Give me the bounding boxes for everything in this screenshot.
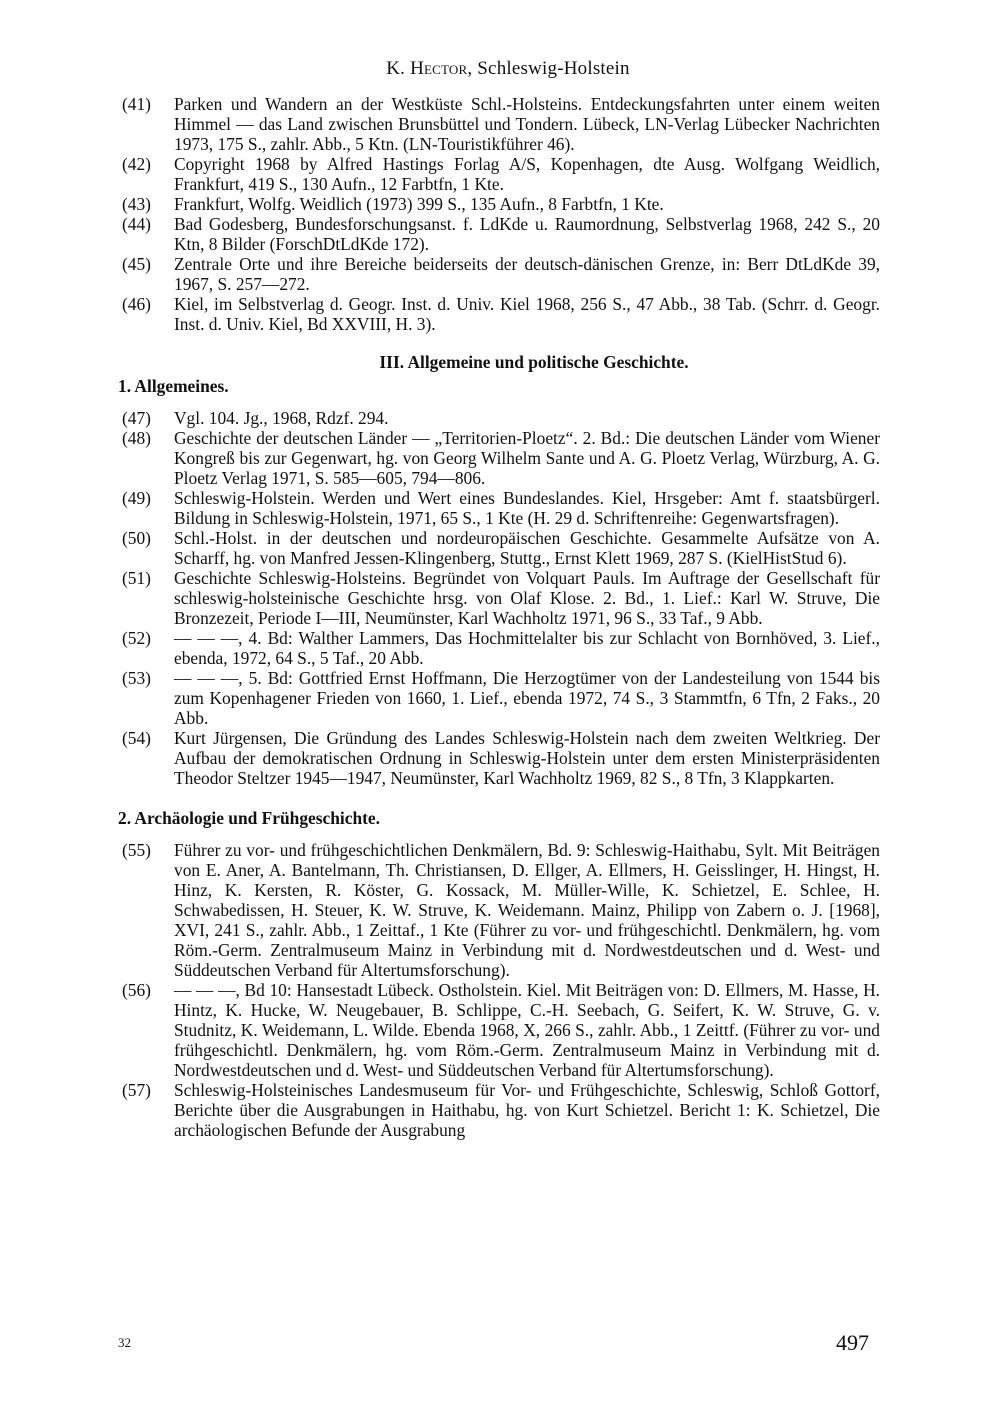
entry-text: Kiel, im Selbstverlag d. Geogr. Inst. d. Univ. Kiel 1968, 256 S., 47 Abb., 38 Tab. (Schrr. d. Geogr. Inst. d. Univ. Kiel, Bd XXVIII, H. 3). bbox=[174, 294, 880, 334]
entry-number: (54) bbox=[122, 728, 151, 748]
entry-text: Führer zu vor- und frühgeschichtlichen Denkmälern, Bd. 9: Schleswig-Haithabu, Sylt. Mit Beiträgen von E. Aner, A. Bantelmann, Th. Christiansen, D. Ellger, A. Ellmers, H. Geisslinger, H. Hingst, H. Hinz, K. Kersten, R. Köster, G. Kossack, M. Müller-Wille, K. Schietzel, E. Schlee, H. Schwabedissen, H. Steuer, K. W. Struve, K. Weidemann. Mainz, Philipp von Zabern o. J. [1968], XVI, 241 S., zahlr. Abb., 1 Zeittaf., 1 Kte (Führer zu vor- und frühgeschichtl. Denkmälern, hg. vom Röm.-Germ. Zentralmuseum Mainz in Verbindung mit d. Nordwestdeutschen und d. West- und Süddeutschen Verband für Altertumsforschung). bbox=[174, 840, 880, 980]
entry-text: Schl.-Holst. in der deutschen und nordeuropäischen Geschichte. Gesammelte Aufsätze von A. Scharff, hg. von Manfred Jessen-Klingenberg, Stuttg., Ernst Klett 1969, 287 S. (KielHistStud 6). bbox=[174, 528, 880, 568]
bibliography-entry bbox=[118, 728, 880, 788]
document-page bbox=[118, 58, 880, 1398]
bibliography-entry bbox=[118, 194, 880, 214]
bibliography-entry bbox=[118, 214, 880, 254]
entry-text: — — —, 5. Bd: Gottfried Ernst Hoffmann, Die Herzogtümer von der Landesteilung von 1544 bis zum Kopenhagener Frieden von 1660, 1. Lief., ebenda 1972, 74 S., 3 Stammtfn, 6 Tfn, 2 Faks., 20 Abb. bbox=[174, 668, 880, 728]
bibliography-entry bbox=[118, 488, 880, 528]
entry-text: Schleswig-Holstein. Werden und Wert eines Bundeslandes. Kiel, Hrsgeber: Amt f. staatsbürgerl. Bildung in Schleswig-Holstein, 1971, 65 S., 1 Kte (H. 29 d. Schriftenreihe: Gegenwartsfragen). bbox=[174, 488, 880, 528]
bibliography-entry bbox=[118, 254, 880, 294]
entry-number: (45) bbox=[122, 254, 151, 274]
entry-number: (46) bbox=[122, 294, 151, 314]
bibliography-entry bbox=[118, 428, 880, 488]
bibliography-entry bbox=[118, 668, 880, 728]
bibliography-entry bbox=[118, 1080, 880, 1140]
printer-signature: 32 bbox=[118, 1335, 131, 1350]
subsection-heading-archaeologie: 2. Archäologie und Frühgeschichte. bbox=[118, 808, 380, 828]
page-number: 497 bbox=[836, 1330, 869, 1355]
subsection-heading-allgemeines: 1. Allgemeines. bbox=[118, 376, 229, 396]
entry-number: (47) bbox=[122, 408, 151, 428]
running-head-author: K. Hector, bbox=[386, 58, 473, 79]
bibliography-entry bbox=[118, 980, 880, 1080]
entry-number: (42) bbox=[122, 154, 151, 174]
entry-number: (48) bbox=[122, 428, 151, 448]
entry-text: — — —, Bd 10: Hansestadt Lübeck. Ostholstein. Kiel. Mit Beiträgen von: D. Ellmers, M. Hasse, H. Hintz, K. Hucke, W. Neugebauer, B. Schlippe, C.-H. Seebach, G. Seifert, K. W. Struve, G. v. Studnitz, K. Weidemann, L. Wilde. Ebenda 1968, X, 266 S., zahlr. Abb., 1 Zeittf. (Führer zu vor- und frühgeschichtl. Denkmälern, hg. vom Röm.-Germ. Zentralmuseum Mainz in Verbindung mit d. Nordwestdeutschen und d. West- und Süddeutschen Verband für Altertumsforschung). bbox=[174, 980, 880, 1080]
section-title: III. Allgemeine und politische Geschichte. bbox=[379, 352, 689, 372]
entry-number: (52) bbox=[122, 628, 151, 648]
entries-block-c bbox=[118, 840, 880, 1140]
entry-text: Schleswig-Holsteinisches Landesmuseum für Vor- und Frühgeschichte, Schleswig, Schloß Gottorf, Berichte über die Ausgrabungen in Haithabu, hg. von Kurt Schietzel. Bericht 1: K. Schietzel, Die archäologischen Befunde der Ausgrabung bbox=[174, 1080, 880, 1140]
entry-number: (43) bbox=[122, 194, 151, 214]
entry-number: (49) bbox=[122, 488, 151, 508]
entry-number: (44) bbox=[122, 214, 151, 234]
entries-block-a bbox=[118, 94, 880, 334]
entry-number: (57) bbox=[122, 1080, 151, 1100]
entry-number: (53) bbox=[122, 668, 151, 688]
bibliography-entry bbox=[118, 408, 880, 428]
bibliography-entry bbox=[118, 568, 880, 628]
entry-number: (41) bbox=[122, 94, 151, 114]
entries-block-b bbox=[118, 408, 880, 788]
bibliography-entry bbox=[118, 528, 880, 568]
running-head bbox=[136, 58, 880, 80]
entry-number: (51) bbox=[122, 568, 151, 588]
entry-text: Parken und Wandern an der Westküste Schl.-Holsteins. Entdeckungsfahrten unter einem weiten Himmel — das Land zwischen Brunsbüttel und Tondern. Lübeck, LN-Verlag Lübecker Nachrichten 1973, 175 S., zahlr. Abb., 5 Ktn. (LN-Touristikführer 46). bbox=[174, 94, 880, 154]
entry-text: Zentrale Orte und ihre Bereiche beiderseits der deutsch-dänischen Grenze, in: Berr DtLdKde 39, 1967, S. 257—272. bbox=[174, 254, 880, 294]
running-head-title: Schleswig-Holstein bbox=[472, 58, 630, 79]
entry-text: Copyright 1968 by Alfred Hastings Forlag A/S, Kopenhagen, dte Ausg. Wolfgang Weidlich, Frankfurt, 419 S., 130 Aufn., 12 Farbtfn, 1 Kte. bbox=[174, 154, 880, 194]
bibliography-entry bbox=[118, 294, 880, 334]
bibliography-entry bbox=[118, 94, 880, 154]
entry-number: (55) bbox=[122, 840, 151, 860]
entry-text: Vgl. 104. Jg., 1968, Rdzf. 294. bbox=[174, 408, 389, 428]
entry-text: — — —, 4. Bd: Walther Lammers, Das Hochmittelalter bis zur Schlacht von Bornhöved, 3. Lief., ebenda, 1972, 64 S., 5 Taf., 20 Abb. bbox=[174, 628, 880, 668]
bibliography-entry bbox=[118, 628, 880, 668]
entry-text: Frankfurt, Wolfg. Weidlich (1973) 399 S., 135 Aufn., 8 Farbtfn, 1 Kte. bbox=[174, 194, 664, 214]
entry-number: (56) bbox=[122, 980, 151, 1000]
bibliography-entry bbox=[118, 154, 880, 194]
bibliography-entry bbox=[118, 840, 880, 980]
entry-text: Bad Godesberg, Bundesforschungsanst. f. LdKde u. Raumordnung, Selbstverlag 1968, 242 S., 20 Ktn, 8 Bilder (ForschDtLdKde 172). bbox=[174, 214, 880, 254]
entry-text: Geschichte Schleswig-Holsteins. Begründet von Volquart Pauls. Im Auftrage der Gesellschaft für schleswig-holsteinische Geschichte hrsg. von Olaf Klose. 2. Bd., 1. Lief.: Karl W. Struve, Die Bronzezeit, Periode I—III, Neumünster, Karl Wachholtz 1971, 96 S., 33 Taf., 9 Abb. bbox=[174, 568, 880, 628]
entry-number: (50) bbox=[122, 528, 151, 548]
entry-text: Kurt Jürgensen, Die Gründung des Landes Schleswig-Holstein nach dem zweiten Weltkrieg. Der Aufbau der demokratischen Ordnung in Schleswig-Holstein unter dem ersten Ministerpräsidenten Theodor Steltzer 1945—1947, Neumünster, Karl Wachholtz 1969, 82 S., 8 Tfn, 3 Klappkarten. bbox=[174, 728, 880, 788]
entry-text: Geschichte der deutschen Länder — „Territorien-Ploetz“. 2. Bd.: Die deutschen Länder vom Wiener Kongreß bis zur Gegenwart, hg. von Georg Wilhelm Sante und A. G. Ploetz Verlag, Würzburg, A. G. Ploetz Verlag 1971, S. 585—605, 794—806. bbox=[174, 428, 880, 488]
